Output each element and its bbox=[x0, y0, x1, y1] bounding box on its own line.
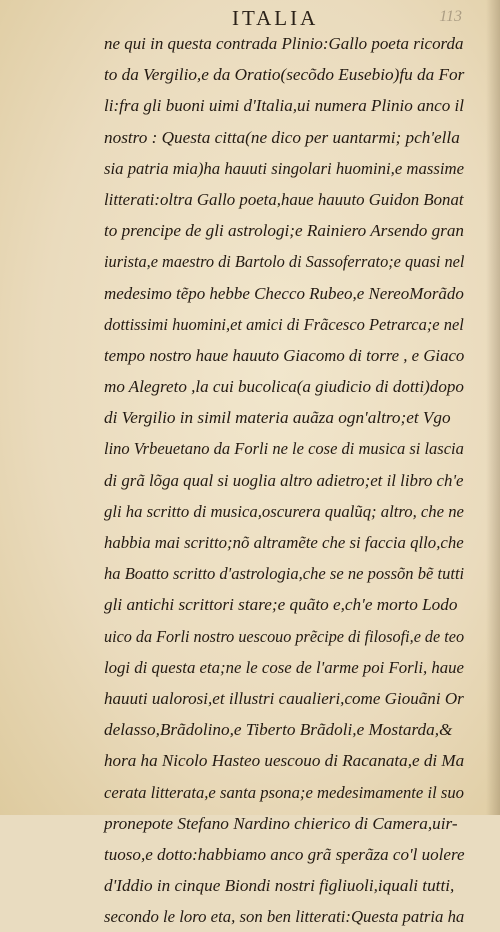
text-line: to da Vergilio,e da Oratio(secõdo Eusebio)fu da For bbox=[104, 65, 465, 85]
running-head: ITALIA bbox=[232, 6, 319, 30]
text-line: gli antichi scrittori stare;e quãto e,ch'e morto Lodo bbox=[104, 595, 458, 615]
text-line: ne qui in questa contrada Plinio:Gallo poeta ricorda bbox=[104, 34, 464, 53]
text-line: dottissimi huomini,et amici di Frãcesco Petrarca;e nel bbox=[104, 314, 464, 334]
text-line: nostro : Questa citta(ne dico per uantarmi; pch'ella bbox=[104, 127, 460, 147]
page-number: 113 bbox=[439, 8, 462, 25]
text-line: pronepote Stefano Nardino chierico di Camera,uir- bbox=[104, 813, 458, 833]
page-edge-shadow bbox=[486, 0, 500, 815]
text-line: sia patria mia)ha hauuti singolari huomini,e massime bbox=[104, 158, 465, 178]
text-line: tuoso,e dotto:habbiamo anco grã sperãza co'l uolere bbox=[104, 844, 465, 864]
text-line: cerata litterata,e santa psona;e medesimamente il suo bbox=[104, 782, 464, 802]
text-line: d'Iddio in cinque Biondi nostri figliuoli,iquali tutti, bbox=[104, 876, 455, 896]
text-line: to prencipe de gli astrologi;e Rainiero Arsendo gran bbox=[104, 221, 464, 241]
text-line: li:fra gli buoni uimi d'Italia,ui numera Plinio anco il bbox=[104, 96, 465, 116]
text-line: mo Alegreto ,la cui bucolica(a giudicio di dotti)dopo bbox=[104, 377, 464, 397]
text-line: medesimo tẽpo hebbe Checco Rubeo,e NereoMorãdo bbox=[104, 283, 464, 303]
text-line: secondo le loro eta, son ben litterati:Questa patria ha bbox=[104, 907, 465, 927]
text-line: hora ha Nicolo Hasteo uescouo di Racanata,e di Ma bbox=[104, 751, 465, 771]
text-line: di grã lõga qual si uoglia altro adietro;et il libro ch'e bbox=[104, 470, 464, 490]
text-line: iurista,e maestro di Bartolo di Sassoferrato;e quasi nel bbox=[104, 252, 465, 272]
text-line: logi di questa eta;ne le cose de l'arme poi Forli, haue bbox=[104, 657, 464, 677]
text-line: tempo nostro haue hauuto Giacomo di torre , e Giaco bbox=[104, 345, 465, 365]
text-line: gli ha scritto di musica,oscurera qualũq; altro, che ne bbox=[104, 501, 464, 521]
body-text bbox=[104, 28, 464, 932]
text-line: habbia mai scritto;nõ altramẽte che si faccia qllo,che bbox=[104, 533, 464, 552]
text-line: ha Boatto scritto d'astrologia,che se ne possõn bẽ tutti bbox=[104, 564, 465, 584]
text-line: delasso,Brãdolino,e Tiberto Brãdoli,e Mostarda,& bbox=[104, 720, 453, 740]
text-line: lino Vrbeuetano da Forli ne le cose di musica si lascia bbox=[104, 439, 464, 459]
text-line: hauuti ualorosi,et illustri caualieri,come Giouãni Or bbox=[104, 688, 464, 708]
text-line: uico da Forli nostro uescouo prẽcipe di filosofi,e de teo bbox=[104, 626, 465, 646]
text-line: litterati:oltra Gallo poeta,haue hauuto Guidon Bonat bbox=[104, 189, 464, 209]
text-line: di Vergilio in simil materia auãza ogn'altro;et Vgo bbox=[104, 408, 451, 428]
